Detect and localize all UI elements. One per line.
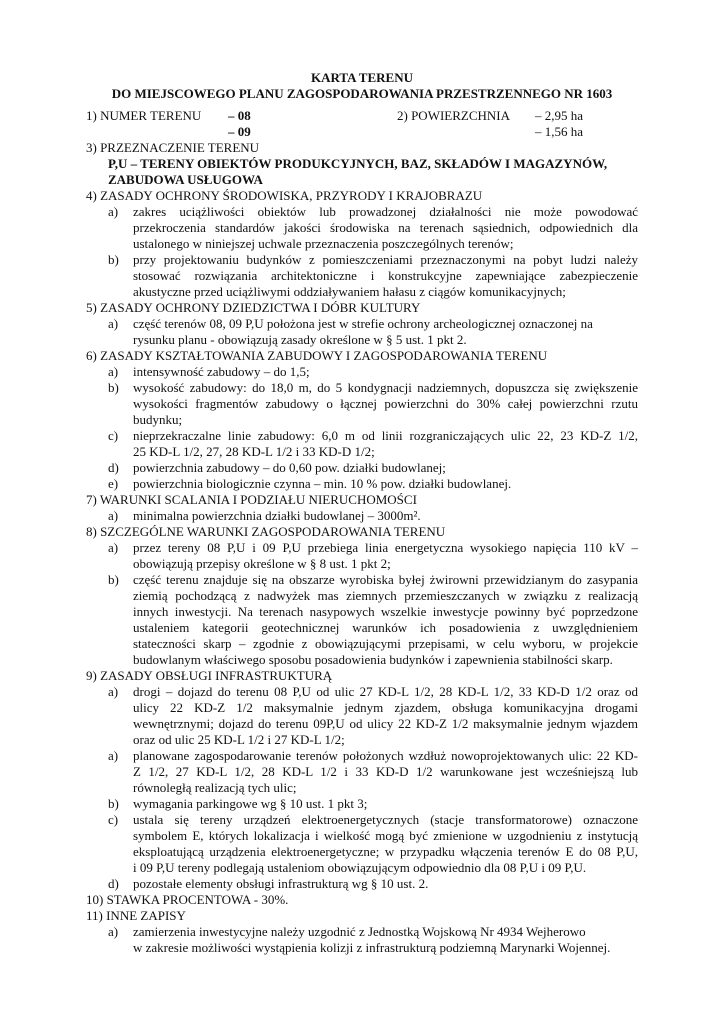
- section-9c-line: symbolem E, których lokalizacja i wielkość mogą być zmienione w uzgodnieniu z instytucją: [133, 828, 638, 843]
- section-6b-line: budynku;: [133, 412, 183, 427]
- item-marker: a): [108, 508, 119, 523]
- section-9c-line: eksploatującą urządzenia elektroenergetyczne; w przypadku włączenia terenów E do 08 P,U,: [133, 844, 638, 859]
- section-6a-line: intensywność zabudowy – do 1,5;: [133, 364, 310, 379]
- section-3-purpose-line2: ZABUDOWA USŁUGOWA: [108, 172, 263, 187]
- document-title: KARTA TERENU: [310, 70, 413, 85]
- item-marker: a): [108, 364, 119, 379]
- section-5a-line: część terenów 08, 09 P,U położona jest w strefie ochrony archeologicznej oznaczonej na: [133, 316, 593, 331]
- section-9a2-line: planowane zagospodarowanie terenów położonych wzdłuż nowoprojektowanych ulic: 22 KD-: [133, 748, 638, 763]
- section-8b-line: stateczności skarp – zgodnie z obowiązującymi przepisami, w celu wyboru, w projekcie: [133, 636, 638, 651]
- section-11a-line: zamierzenia inwestycyjne należy uzgodnić z Jednostką Wojskową Nr 4934 Wejherowo: [133, 924, 586, 939]
- section-9a2-line: równoległą realizacją tych ulic;: [133, 780, 297, 795]
- item-marker: a): [108, 316, 119, 331]
- section-8a-line: obowiązują przepisy określone w § 8 ust. 1 pkt 2;: [133, 556, 391, 571]
- section-7a-line: minimalna powierzchnia działki budowlanej – 3000m².: [133, 508, 421, 523]
- item-marker: b): [108, 252, 119, 267]
- terrain-number-08: – 08: [228, 108, 251, 123]
- terrain-area-09: – 1,56 ha: [535, 124, 584, 139]
- section-6e-line: powierzchnia biologicznie czynna – min. 10 % pow. działki budowlanej.: [133, 476, 512, 491]
- section-8a-line: przez tereny 08 P,U i 09 P,U przebiega linia energetyczna wysokiego napięcia 110 kV –: [133, 540, 638, 555]
- terrain-area-label: 2) POWIERZCHNIA: [397, 108, 511, 123]
- section-4b-line: akustyczne przed uciążliwymi oddziaływaniem hałasu z ciągów komunikacyjnych;: [133, 284, 566, 299]
- item-marker: c): [108, 428, 119, 443]
- section-8-heading: 8) SZCZEGÓLNE WARUNKI ZAGOSPODAROWANIA TERENU: [86, 524, 446, 539]
- section-4a-line: zakres uciążliwości obiektów lub prowadzonej działalności nie może powodować: [133, 204, 638, 219]
- item-marker: d): [108, 876, 119, 891]
- item-marker: b): [108, 572, 119, 587]
- item-marker: d): [108, 460, 119, 475]
- document-subtitle: DO MIEJSCOWEGO PLANU ZAGOSPODAROWANIA PRZESTRZENNEGO NR 1603: [111, 86, 613, 101]
- item-marker: e): [108, 476, 119, 491]
- section-4a-line: przekroczenia standardów jakości środowiska na terenach sąsiednich, odpowiednich dla: [133, 220, 638, 235]
- section-8b-line: innych inwestycji. Na terenach nasypowych wszelkie inwestycje powinny być poprzedzone: [133, 604, 638, 619]
- terrain-area-08: – 2,95 ha: [535, 108, 584, 123]
- section-9d-line: pozostałe elementy obsługi infrastrukturą wg § 10 ust. 2.: [133, 876, 429, 891]
- item-marker: b): [108, 796, 119, 811]
- section-7-heading: 7) WARUNKI SCALANIA I PODZIAŁU NIERUCHOMOŚCI: [86, 492, 417, 507]
- section-9-heading: 9) ZASADY OBSŁUGI INFRASTRUKTURĄ: [86, 668, 333, 683]
- item-marker: c): [108, 812, 119, 827]
- section-9a2-line: Z 1/2, 27 KD-L 1/2, 28 KD-L 1/2 i 33 KD-D 1/2 warunkowane jest wcześniejszą lub: [133, 764, 638, 779]
- section-8b-line: ustaleniem kategorii geotechnicznej warunków ich posadowienia z uwzględnieniem: [133, 620, 638, 635]
- terrain-number-09: – 09: [228, 124, 251, 139]
- section-6b-line: wysokości fragmentów zabudowy o łącznej powierzchni do 30% całej powierzchni rzutu: [133, 396, 638, 411]
- section-6b-line: wysokość zabudowy: do 18,0 m, do 5 kondygnacji nadziemnych, dopuszcza się zwiększenie: [133, 380, 638, 395]
- section-4-heading: 4) ZASADY OCHRONY ŚRODOWISKA, PRZYRODY I KRAJOBRAZU: [86, 188, 483, 203]
- section-11-heading: 11) INNE ZAPISY: [86, 908, 186, 923]
- terrain-number-label: 1) NUMER TERENU: [86, 108, 202, 123]
- section-4a-line: ustalonego w niniejszej uchwale przeznaczenia poszczególnych terenów;: [133, 236, 514, 251]
- section-9a1-line: wewnętrznymi; dojazd do terenu 09P,U od ulicy 22 KD-Z 1/2 maksymalnie jednym wjazdem: [133, 716, 638, 731]
- section-4b-line: przy projektowaniu budynków z pomieszczeniami przeznaczonymi na pobyt ludzi należy: [133, 252, 638, 267]
- section-9c-line: ustala się tereny urządzeń elektroenergetycznych (stacje transformatorowe) oznaczone: [133, 812, 638, 827]
- section-5-heading: 5) ZASADY OCHRONY DZIEDZICTWA I DÓBR KULTURY: [86, 300, 421, 315]
- section-9a1-line: drogi – dojazd do terenu 08 P,U od ulic 27 KD-L 1/2, 28 KD-L 1/2, 33 KD-D 1/2 oraz od: [133, 684, 638, 699]
- section-6c-line: nieprzekraczalne linie zabudowy: 6,0 m od linii rozgraniczających ulic 22, 23 KD-Z 1/2,: [133, 428, 638, 443]
- section-6-heading: 6) ZASADY KSZTAŁTOWANIA ZABUDOWY I ZAGOSPODAROWANIA TERENU: [86, 348, 548, 363]
- section-8b-line: ziemią pochodzącą z nadwyżek mas ziemnych przemieszczanych w związku z realizacją: [133, 588, 638, 603]
- section-9a1-line: ulicy 22 KD-Z 1/2 maksymalnie jednym zjazdem, obsługa komunikacyjna drogami: [133, 700, 638, 715]
- section-5a-line: rysunku planu - obowiązują zasady określone w § 5 ust. 1 pkt 2.: [133, 332, 467, 347]
- section-8b-line: część terenu znajduje się na obszarze wyrobiska byłej żwirowni przewidzianym do zasypania: [133, 572, 638, 587]
- section-9c-line: i 09 P,U tereny podlegają ustaleniom obowiązującym odpowiednio dla 08 P,U i 09 P,U.: [133, 860, 587, 875]
- item-marker: a): [108, 924, 119, 939]
- section-8b-line: budowlanym właściwego sposobu posadowienia budynków i zapewnienia stabilności skarp.: [133, 652, 613, 667]
- section-10-heading: 10) STAWKA PROCENTOWA - 30%.: [86, 892, 289, 907]
- item-marker: b): [108, 380, 119, 395]
- item-marker: a): [108, 204, 119, 219]
- section-11a-line: w zakresie możliwości wystąpienia kolizji z infrastrukturą podziemną Marynarki Wojennej.: [133, 940, 611, 955]
- item-marker: a): [108, 540, 119, 555]
- section-6d-line: powierzchnia zabudowy – do 0,60 pow. działki budowlanej;: [133, 460, 446, 475]
- section-4b-line: stosować rozwiązania architektoniczne i konstrukcyjne zapewniające zabezpieczenie: [133, 268, 638, 283]
- section-9a1-line: oraz od ulic 25 KD-L 1/2 i 27 KD-L 1/2;: [133, 732, 345, 747]
- item-marker: a): [108, 684, 119, 699]
- item-marker: a): [108, 748, 119, 763]
- section-9b-line: wymagania parkingowe wg § 10 ust. 1 pkt 3;: [133, 796, 368, 811]
- section-3-purpose-line1: P,U – TERENY OBIEKTÓW PRODUKCYJNYCH, BAZ, SKŁADÓW I MAGAZYNÓW,: [108, 156, 608, 171]
- section-6c-line: 25 KD-L 1/2, 27, 28 KD-L 1/2 i 33 KD-D 1/2;: [133, 444, 375, 459]
- section-3-heading: 3) PRZEZNACZENIE TERENU: [86, 140, 260, 155]
